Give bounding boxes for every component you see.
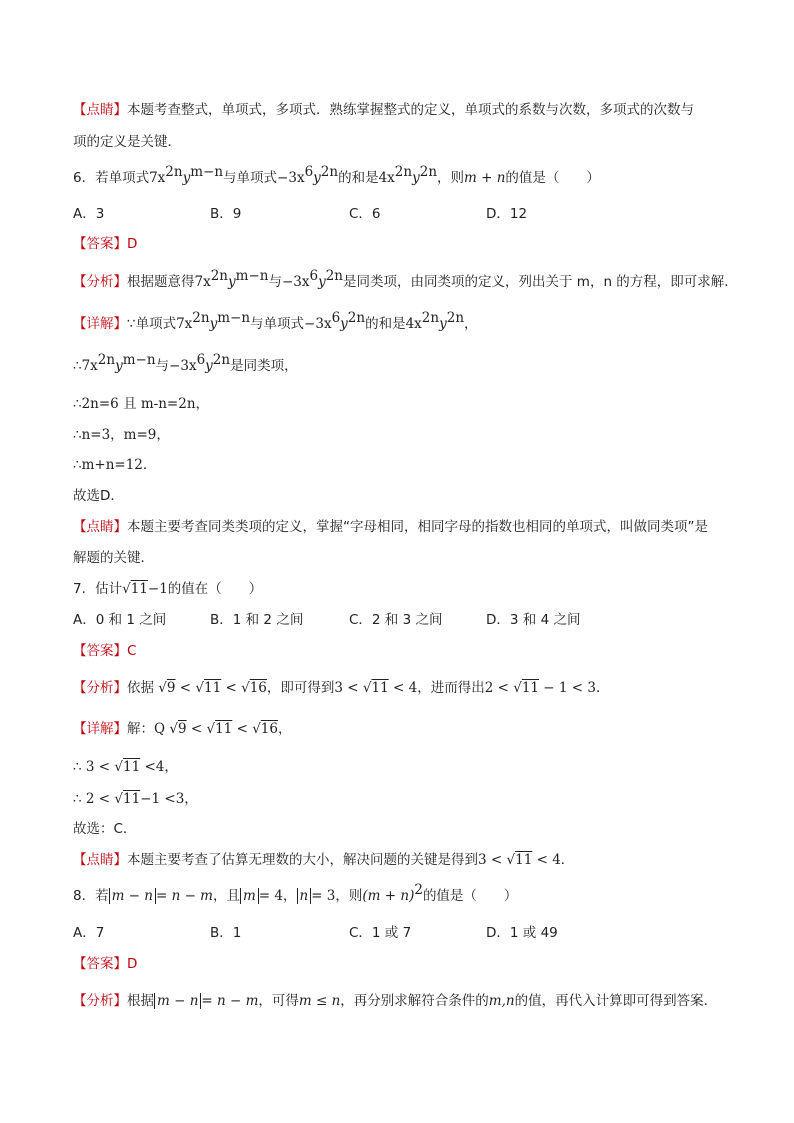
analysis-term1-exp2: m−n bbox=[235, 268, 269, 284]
answer-value: D bbox=[127, 236, 138, 252]
sqrt-symbol: √ bbox=[206, 721, 216, 737]
detail-a: ∵单项式 bbox=[127, 316, 177, 332]
num-three: 3 bbox=[334, 680, 343, 696]
q6-step-4 bbox=[73, 455, 156, 475]
detail-term2-exp1: 6 bbox=[331, 310, 341, 326]
lt-sign: < bbox=[144, 759, 156, 775]
lt-sign: < bbox=[497, 680, 509, 696]
detail-term2: −3x bbox=[304, 316, 332, 332]
q6-term3: 4x bbox=[378, 170, 395, 186]
q8-analysis bbox=[73, 991, 708, 1011]
rad-16: 16 bbox=[249, 680, 267, 696]
q6-option-b[interactable]: B．9 bbox=[210, 206, 242, 222]
step3-text: 故选：C． bbox=[73, 821, 137, 837]
q6-term3-exp2: 2n bbox=[419, 164, 438, 180]
q6-stem-a: 6．若单项式 bbox=[73, 170, 150, 186]
analysis-a: 依据 bbox=[127, 680, 154, 696]
sqrt-symbol: √ bbox=[252, 721, 261, 737]
sqrt-symbol: √ bbox=[114, 791, 123, 807]
analysis-tag: 【分析】 bbox=[73, 274, 127, 290]
q6-option-c[interactable]: C．6 bbox=[349, 206, 381, 222]
q6-sum-expr: m + n bbox=[464, 170, 506, 186]
detail-term1-exp1: 2n bbox=[192, 310, 210, 326]
eq-b: = 4 bbox=[258, 888, 283, 904]
q6-term1-exp1: 2n bbox=[165, 164, 183, 180]
detail-term3-exp1: 2n bbox=[421, 310, 440, 326]
point-summary-line bbox=[73, 100, 694, 120]
lt-sign: < bbox=[236, 721, 248, 737]
detail-tag: 【详解】 bbox=[73, 316, 127, 332]
step1-b: 与 bbox=[155, 358, 170, 374]
q7-step-3 bbox=[73, 819, 136, 839]
sum-squared-exp: 2 bbox=[414, 882, 423, 898]
analysis-b: 与 bbox=[268, 274, 282, 290]
sqrt-symbol: √ bbox=[362, 680, 372, 696]
q7-option-b[interactable]: B．1 和 2 之间 bbox=[210, 612, 304, 628]
lt-sign: < bbox=[98, 791, 111, 807]
q6-step-5 bbox=[73, 486, 124, 506]
num-four: 4 bbox=[552, 852, 561, 868]
point-tag: 【点睛】 bbox=[73, 519, 127, 535]
analysis-c: ，进而得出 bbox=[417, 680, 485, 696]
q6-term2-exp1: 6 bbox=[304, 164, 314, 180]
q7-step-2 bbox=[73, 789, 198, 809]
end-dot: ． bbox=[596, 680, 610, 696]
detail-term2-y: y bbox=[340, 316, 348, 332]
step1-term1-exp2: m−n bbox=[122, 352, 156, 368]
eq-a: = n − m bbox=[201, 993, 259, 1009]
detail-d: ， bbox=[464, 316, 478, 332]
point-b: ． bbox=[560, 852, 575, 868]
point-tag: 【点睛】 bbox=[73, 102, 127, 118]
lt-sign: < bbox=[164, 791, 176, 807]
detail-a: 解： bbox=[127, 721, 154, 737]
analysis-a: 根据题意得 bbox=[127, 274, 195, 290]
q7-point bbox=[73, 850, 574, 870]
q8-option-d[interactable]: D．1 或 49 bbox=[486, 925, 558, 941]
analysis-c: ，再分别求解符合条件的 bbox=[340, 993, 489, 1009]
q8-answer bbox=[73, 954, 137, 974]
analysis-term2-exp1: 6 bbox=[309, 268, 319, 284]
q8-stem bbox=[73, 882, 518, 906]
detail-term3-y: y bbox=[439, 316, 447, 332]
analysis-b: ，可得 bbox=[258, 993, 299, 1009]
num-three: 3 bbox=[175, 791, 185, 807]
step1-term1-exp1: 2n bbox=[97, 352, 116, 368]
q8-stem-c: ， bbox=[283, 888, 297, 904]
q7-detail bbox=[73, 719, 291, 739]
analysis-term2: −3x bbox=[281, 274, 310, 290]
sqrt-symbol: √ bbox=[513, 680, 522, 696]
lt-sign: < bbox=[393, 680, 405, 696]
q8-stem-d: ，则 bbox=[335, 888, 363, 904]
analysis-term2-exp2: 2n bbox=[325, 268, 343, 284]
q6-point-2 bbox=[73, 548, 154, 568]
sum-squared: (m + n) bbox=[362, 888, 415, 904]
num-four: 4 bbox=[155, 759, 165, 775]
step2-text: ∴2n=6 且 m-n=2n， bbox=[73, 396, 210, 412]
q6-stem-e: 的值是（ ） bbox=[505, 170, 600, 186]
m-n: m,n bbox=[488, 993, 515, 1009]
rad-11: 11 bbox=[215, 721, 233, 737]
point-tag: 【点睛】 bbox=[73, 852, 127, 868]
q6-stem-c: 的和是 bbox=[338, 170, 379, 186]
sqrt-symbol: √ bbox=[158, 680, 167, 696]
q6-detail bbox=[73, 310, 478, 334]
q7-stem-b: 的值在（ ） bbox=[167, 581, 263, 597]
q6-step-3 bbox=[73, 425, 170, 445]
lt-sign: < bbox=[190, 721, 203, 737]
detail-term1: 7x bbox=[176, 316, 193, 332]
comma: ， bbox=[277, 721, 292, 737]
step4-text: ∴m+n=12． bbox=[73, 457, 157, 473]
q-glyph: Q bbox=[154, 721, 166, 737]
q7-step-1 bbox=[73, 757, 178, 777]
analysis-a: 根据 bbox=[127, 993, 154, 1009]
sqrt-symbol: √ bbox=[122, 581, 131, 597]
q6-term1-y: y bbox=[182, 170, 191, 186]
q8-option-b[interactable]: B．1 bbox=[210, 925, 242, 941]
rad-9: 9 bbox=[177, 721, 187, 737]
q6-term2-y: y bbox=[313, 170, 321, 186]
point-a: 本题主要考查了估算无理数的大小，解决问题的关键是得到 bbox=[127, 852, 478, 868]
detail-term3-exp2: 2n bbox=[446, 310, 465, 326]
analysis-term1: 7x bbox=[194, 274, 211, 290]
q7-stem bbox=[73, 579, 262, 599]
rad-11: 11 bbox=[371, 680, 389, 696]
detail-b: 与单项式 bbox=[250, 316, 305, 332]
lt-sign: < bbox=[98, 759, 111, 775]
abs-m-minus-n: m − n bbox=[109, 888, 156, 904]
answer-tag: 【答案】 bbox=[73, 236, 127, 252]
answer-tag: 【答案】 bbox=[73, 643, 127, 659]
point-text-2: 项的定义是关键． bbox=[73, 134, 181, 150]
q7-analysis bbox=[73, 678, 610, 698]
q8-stem-b: ，且 bbox=[212, 888, 240, 904]
q7-radicand: 11 bbox=[130, 581, 148, 597]
step5-text: 故选D． bbox=[73, 488, 124, 504]
sqrt-symbol: √ bbox=[169, 721, 178, 737]
num-three: 3 bbox=[478, 852, 487, 868]
m-leq-n: m ≤ n bbox=[298, 993, 341, 1009]
comma: ， bbox=[184, 791, 198, 807]
q6-stem bbox=[73, 164, 600, 188]
lt-sign: < bbox=[347, 680, 359, 696]
q6-term1-exp2: m−n bbox=[190, 164, 224, 180]
sqrt-symbol: √ bbox=[506, 852, 516, 868]
sqrt-symbol: √ bbox=[241, 680, 250, 696]
lt-sign: < bbox=[536, 852, 548, 868]
detail-term2-exp2: 2n bbox=[347, 310, 366, 326]
analysis-d: 的值，再代入计算即可得到答案. bbox=[514, 993, 708, 1009]
comma: ， bbox=[164, 759, 178, 775]
abs-m-minus-n: m − n bbox=[154, 993, 201, 1009]
eq-a: = n − m bbox=[155, 888, 213, 904]
eq-c: = 3 bbox=[311, 888, 336, 904]
q7-answer bbox=[73, 641, 136, 661]
q6-option-a[interactable]: A．3 bbox=[73, 206, 105, 222]
therefore: ∴ bbox=[73, 791, 82, 807]
rad-9: 9 bbox=[166, 680, 176, 696]
abs-m: m bbox=[240, 888, 259, 904]
q6-answer bbox=[73, 234, 137, 254]
lt-sign: < bbox=[490, 852, 503, 868]
answer-value: D bbox=[127, 956, 138, 972]
answer-value: C bbox=[127, 643, 137, 659]
q6-analysis bbox=[73, 268, 738, 292]
q6-term2: −3x bbox=[277, 170, 305, 186]
rad-11: 11 bbox=[515, 852, 533, 868]
q8-option-c[interactable]: C．1 或 7 bbox=[349, 925, 412, 941]
q6-option-d[interactable]: D．12 bbox=[486, 206, 528, 222]
q6-stem-d: ，则 bbox=[437, 170, 465, 186]
analysis-c: 是同类项，由同类项的定义，列出关于 m，n 的方程，即可求解． bbox=[343, 274, 738, 290]
q7-option-c[interactable]: C．2 和 3 之间 bbox=[349, 612, 443, 628]
lt-sign: < bbox=[225, 680, 237, 696]
step1-term1-y: y bbox=[115, 358, 123, 374]
analysis-tag: 【分析】 bbox=[73, 680, 127, 696]
point-summary-line-2 bbox=[73, 132, 181, 152]
num-two: 2 bbox=[85, 791, 95, 807]
step1-term2-y: y bbox=[205, 358, 213, 374]
detail-term3: 4x bbox=[405, 316, 422, 332]
num-four: 4 bbox=[408, 680, 418, 696]
minus-one: −1 bbox=[140, 791, 161, 807]
q6-point bbox=[73, 517, 708, 537]
q8-stem-a: 8．若 bbox=[73, 888, 109, 904]
q6-term3-y: y bbox=[412, 170, 420, 186]
minus-one: − 1 bbox=[543, 680, 568, 696]
rad-11: 11 bbox=[521, 680, 539, 696]
q6-term2-exp2: 2n bbox=[320, 164, 339, 180]
step3-text: ∴n=3，m=9， bbox=[73, 427, 170, 443]
q6-term1: 7x bbox=[149, 170, 166, 186]
step1-c: 是同类项， bbox=[230, 358, 298, 374]
analysis-b: ，即可得到 bbox=[266, 680, 335, 696]
sqrt-symbol: √ bbox=[114, 759, 123, 775]
answer-tag: 【答案】 bbox=[73, 956, 127, 972]
q7-option-d[interactable]: D．3 和 4 之间 bbox=[486, 612, 581, 628]
rad-11: 11 bbox=[123, 791, 141, 807]
lt-sign: < bbox=[571, 680, 584, 696]
sqrt-symbol: √ bbox=[195, 680, 205, 696]
num-two: 2 bbox=[484, 680, 494, 696]
analysis-term2-y: y bbox=[318, 274, 326, 290]
analysis-term1-exp1: 2n bbox=[210, 268, 228, 284]
q6-term3-exp1: 2n bbox=[394, 164, 413, 180]
rad-11: 11 bbox=[204, 680, 222, 696]
analysis-tag: 【分析】 bbox=[73, 993, 127, 1009]
step1-term2-exp1: 6 bbox=[196, 352, 206, 368]
abs-n: n bbox=[297, 888, 312, 904]
point-a: 本题主要考查同类类项的定义，掌握“字母相同，相同字母的指数也相同的单项式，叫做同类项”是 bbox=[127, 519, 708, 535]
q6-step-1 bbox=[73, 352, 298, 376]
detail-tag: 【详解】 bbox=[73, 721, 127, 737]
analysis-term1-y: y bbox=[228, 274, 236, 290]
step1-a: ∴ bbox=[73, 358, 82, 374]
q7-option-a[interactable]: A．0 和 1 之间 bbox=[73, 612, 167, 628]
step1-term2-exp2: 2n bbox=[212, 352, 231, 368]
q7-stem-a: 7．估计 bbox=[73, 581, 123, 597]
point-b: 解题的关键． bbox=[73, 550, 154, 566]
q6-step-2 bbox=[73, 394, 209, 414]
detail-term1-exp2: m−n bbox=[217, 310, 251, 326]
step1-term1: 7x bbox=[81, 358, 98, 374]
num-three: 3 bbox=[587, 680, 596, 696]
therefore: ∴ bbox=[73, 759, 82, 775]
point-text: 本题考查整式，单项式，多项式．熟练掌握整式的定义，单项式的系数与次数，多项式的次数与 bbox=[127, 102, 694, 118]
q8-stem-e: 的值是（ ） bbox=[422, 888, 518, 904]
q7-minus-one: −1 bbox=[147, 581, 168, 597]
q8-option-a[interactable]: A．7 bbox=[73, 925, 105, 941]
detail-c: 的和是 bbox=[365, 316, 406, 332]
detail-term1-y: y bbox=[209, 316, 218, 332]
step1-term2: −3x bbox=[169, 358, 197, 374]
rad-11: 11 bbox=[123, 759, 141, 775]
lt-sign: < bbox=[179, 680, 192, 696]
rad-16: 16 bbox=[260, 721, 278, 737]
num-three: 3 bbox=[85, 759, 95, 775]
q6-stem-b: 与单项式 bbox=[223, 170, 278, 186]
